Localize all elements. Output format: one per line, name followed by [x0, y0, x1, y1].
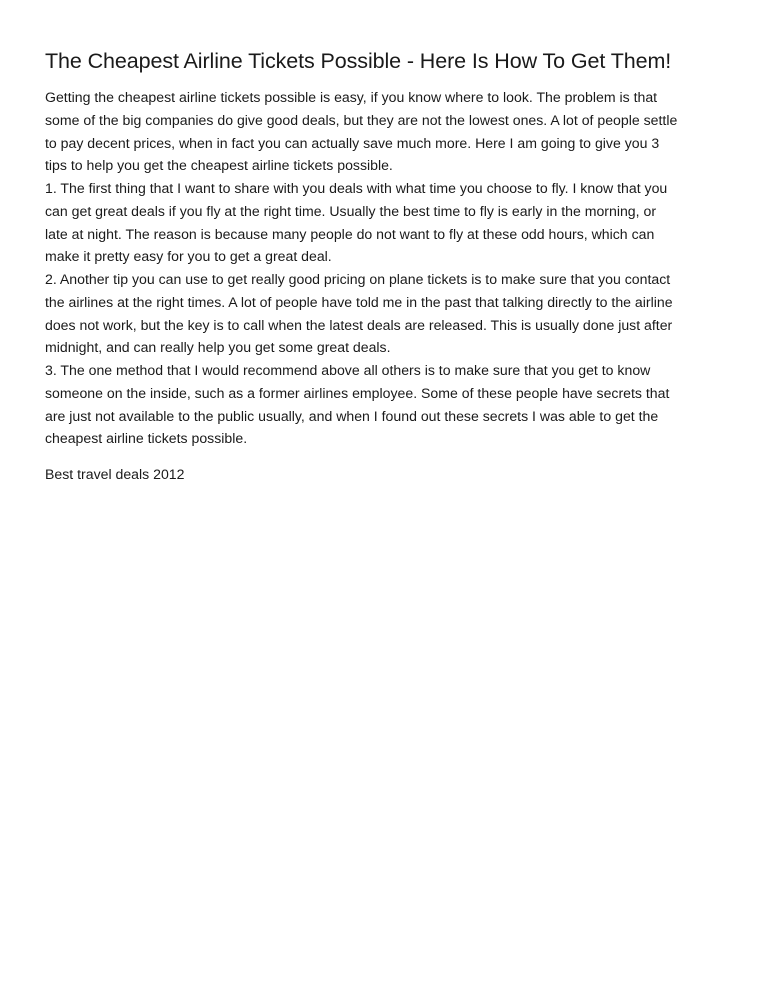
- body-line: does not work, but the key is to call when the latest deals are released. This is usually done just after: [45, 316, 673, 333]
- body-line: to pay decent prices, when in fact you can actually save much more. Here I am going to give you 3: [45, 134, 660, 151]
- document-title: The Cheapest Airline Tickets Possible - Here Is How To Get Them!: [45, 49, 672, 73]
- body-line: 2. Another tip you can use to get really good pricing on plane tickets is to make sure that you contact: [45, 271, 671, 287]
- document-body: [45, 86, 735, 450]
- body-line: tips to help you get the cheapest airline tickets possible.: [45, 157, 393, 174]
- body-line: some of the big companies do give good deals, but they are not the lowest ones. A lot of people settle: [45, 111, 678, 128]
- body-line: 1. The first thing that I want to share with you deals with what time you choose to fly. I know that you: [45, 180, 668, 196]
- body-line: are just not available to the public usually, and when I found out these secrets I was able to get the: [45, 407, 659, 424]
- body-line: cheapest airline tickets possible.: [45, 430, 248, 447]
- body-line: 3. The one method that I would recommend above all others is to make sure that you get to know: [45, 362, 651, 378]
- paragraph-gap: [45, 450, 735, 463]
- footer-link[interactable]: Best travel deals 2012: [45, 466, 185, 482]
- body-line: the airlines at the right times. A lot of people have told me in the past that talking directly to the airline: [45, 293, 673, 310]
- body-line: Getting the cheapest airline tickets possible is easy, if you know where to look. The problem is that: [45, 89, 658, 105]
- body-line: midnight, and can really help you get some great deals.: [45, 339, 391, 356]
- document-page: [45, 44, 735, 486]
- body-line: someone on the inside, such as a former airlines employee. Some of these people have secrets that: [45, 384, 670, 401]
- body-line: can get great deals if you fly at the right time. Usually the best time to fly is early in the morning, or: [45, 202, 657, 219]
- body-line: make it pretty easy for you to get a great deal.: [45, 248, 332, 265]
- body-line: late at night. The reason is because many people do not want to fly at these odd hours, which can: [45, 225, 655, 242]
